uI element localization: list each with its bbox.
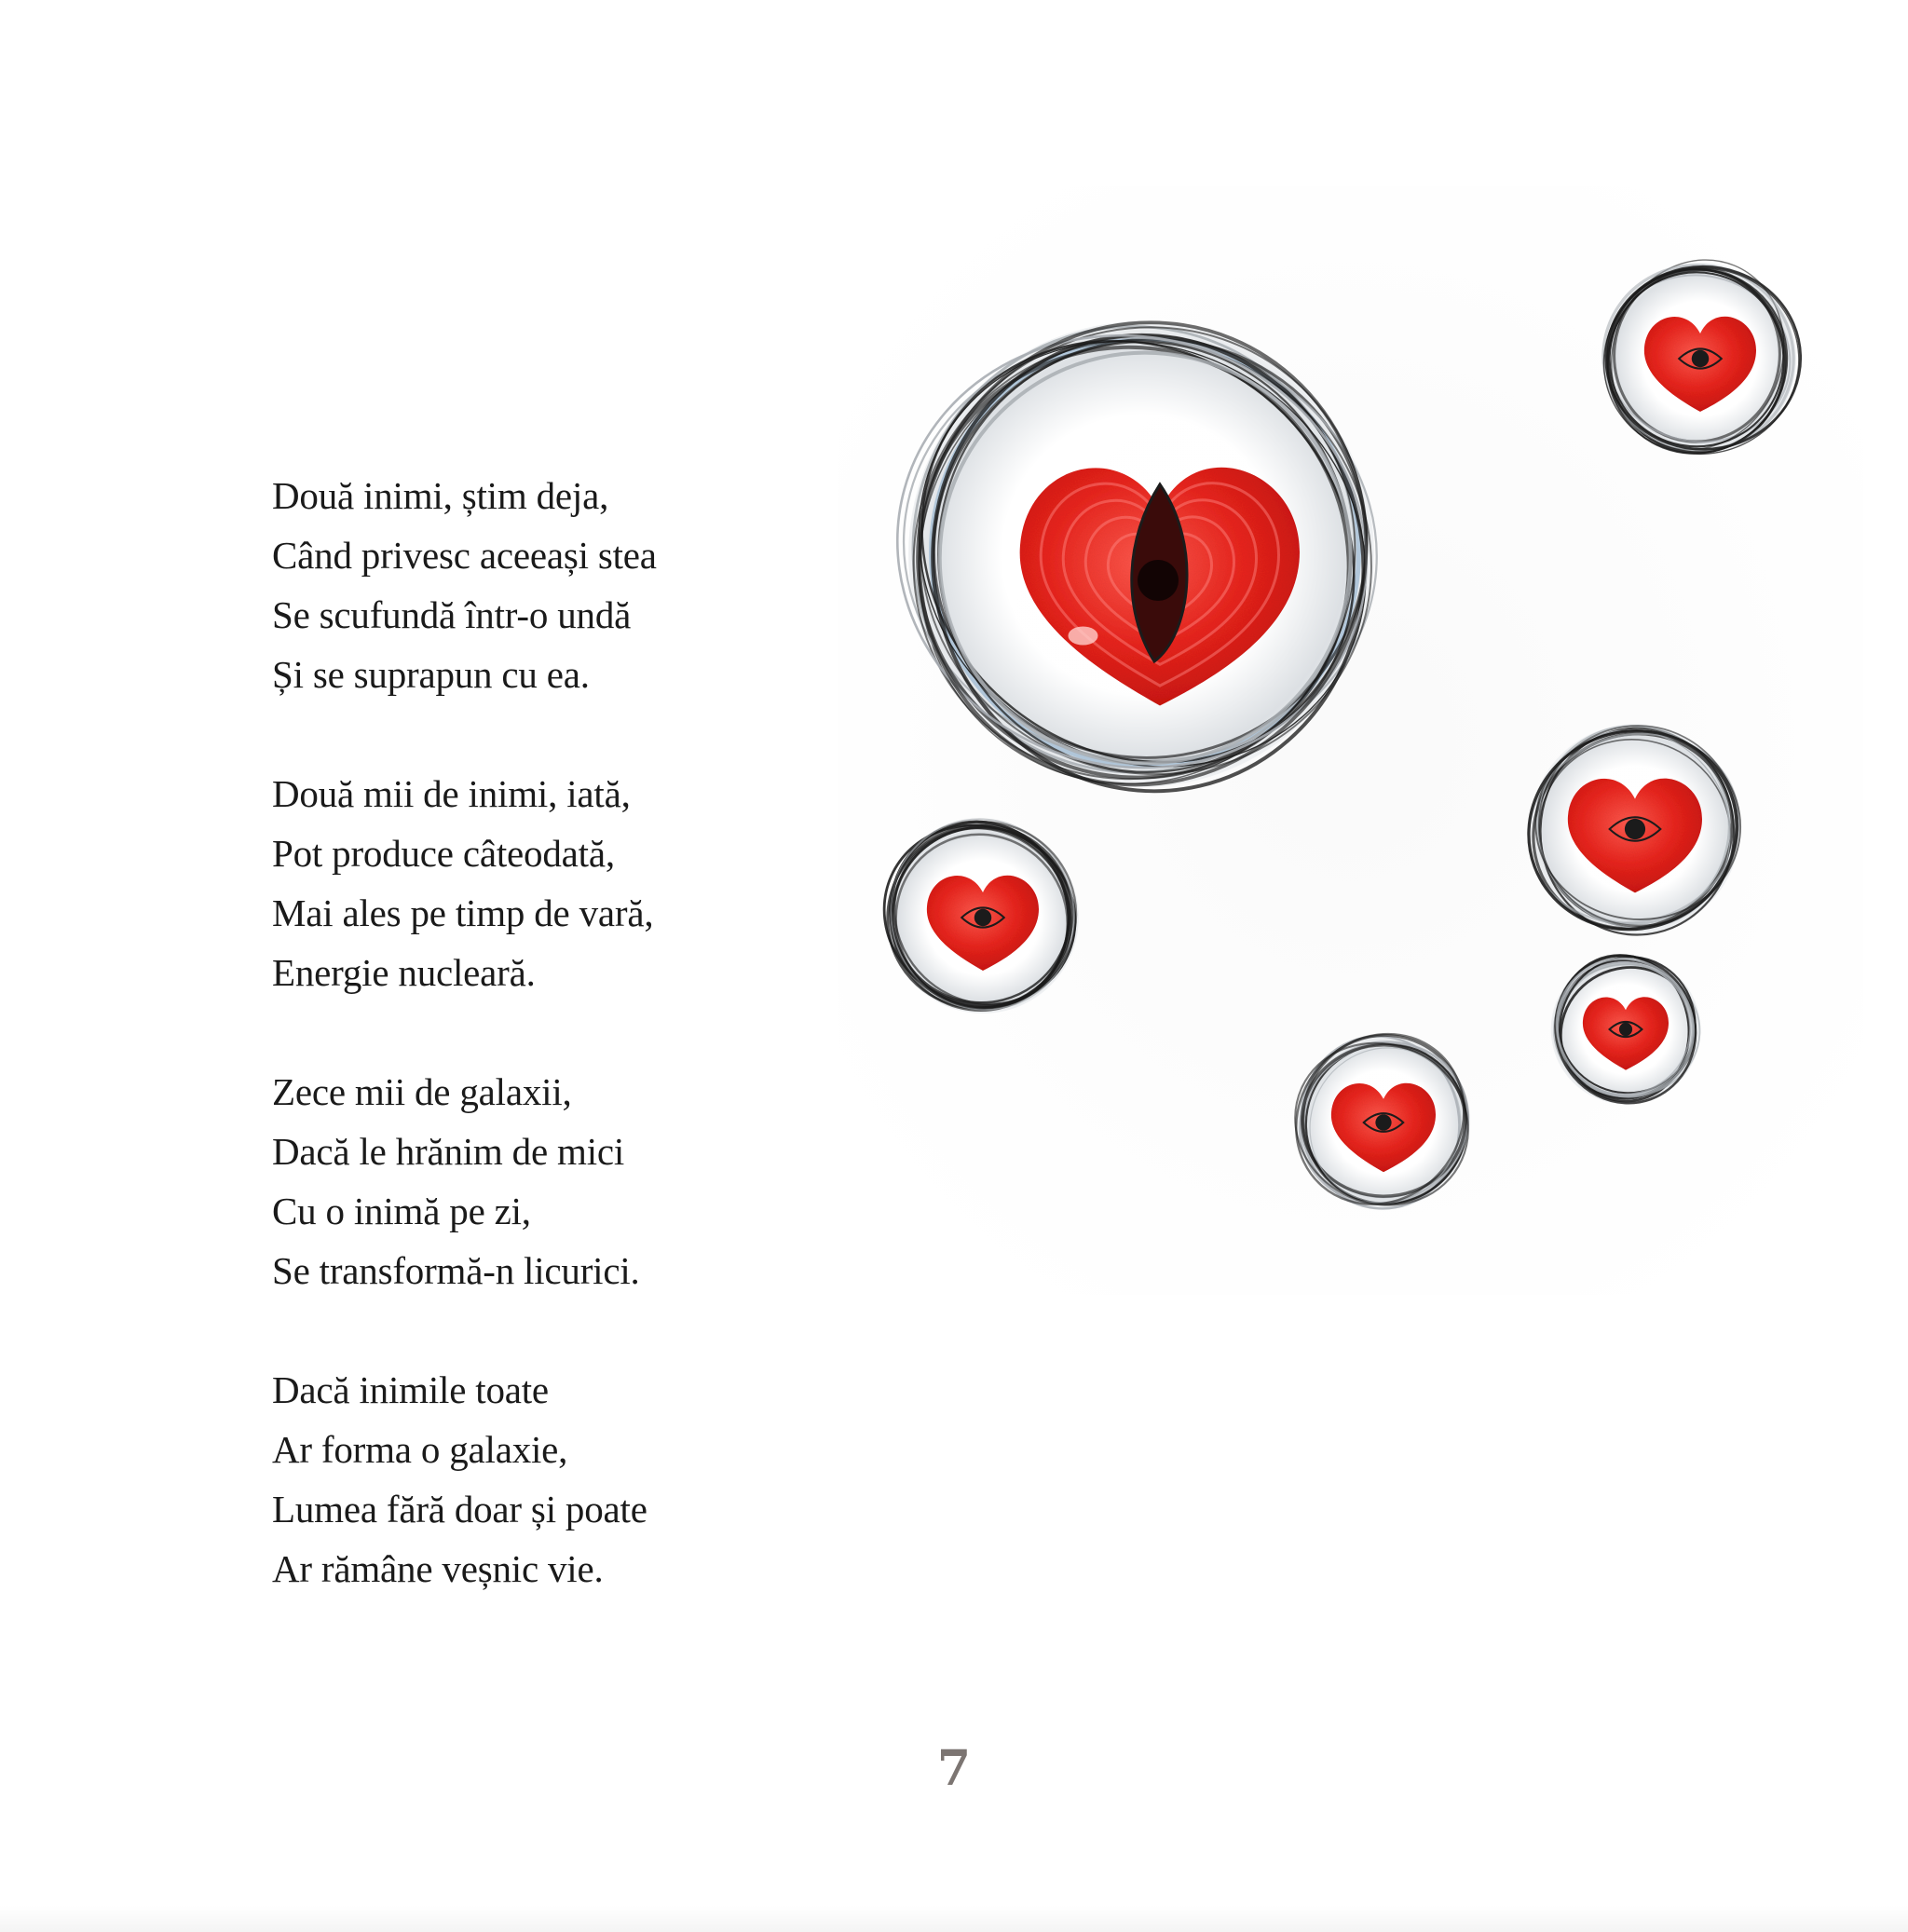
poem-line: Lumea fără doar și poate [272,1488,647,1531]
eye-pupil [1625,819,1645,839]
poem-line: Dacă inimile toate [272,1368,549,1411]
poem-stanza-1 [272,466,756,704]
poem-line: Ar forma o galaxie, [272,1428,568,1471]
poem-line: Se scufundă într-o undă [272,593,632,636]
eye-pupil [974,909,991,926]
poem [272,466,756,1658]
poem-line: Mai ales pe timp de vară, [272,891,654,934]
poem-line: Două inimi, știm deja, [272,474,609,517]
heart-bubbles-illustration [838,186,1863,1295]
eye-pupil [1619,1023,1632,1036]
poem-line: Zece mii de galaxii, [272,1070,572,1113]
poem-line: Ar rămâne veșnic vie. [272,1547,604,1590]
poem-line: Două mii de inimi, iată, [272,772,631,815]
poem-stanza-3 [272,1062,756,1300]
page-bottom-edge [0,1906,1908,1932]
heart-shine [1069,627,1098,646]
poem-stanza-2 [272,764,756,1002]
poem-line: Se transformă-n licurici. [272,1249,640,1292]
eye-pupil [1138,560,1179,601]
poem-line: Dacă le hrănim de mici [272,1130,625,1173]
poem-line: Energie nucleară. [272,951,536,994]
poem-line: Și se suprapun cu ea. [272,653,590,696]
eye-pupil [1375,1114,1391,1130]
poem-line: Cu o inimă pe zi, [272,1190,531,1232]
page-number: 7 [936,1740,972,1797]
eye-pupil [1692,350,1709,367]
poem-line: Pot produce câteodată, [272,832,615,875]
poem-line: Când privesc aceeași stea [272,534,657,577]
poem-stanza-4 [272,1360,756,1599]
